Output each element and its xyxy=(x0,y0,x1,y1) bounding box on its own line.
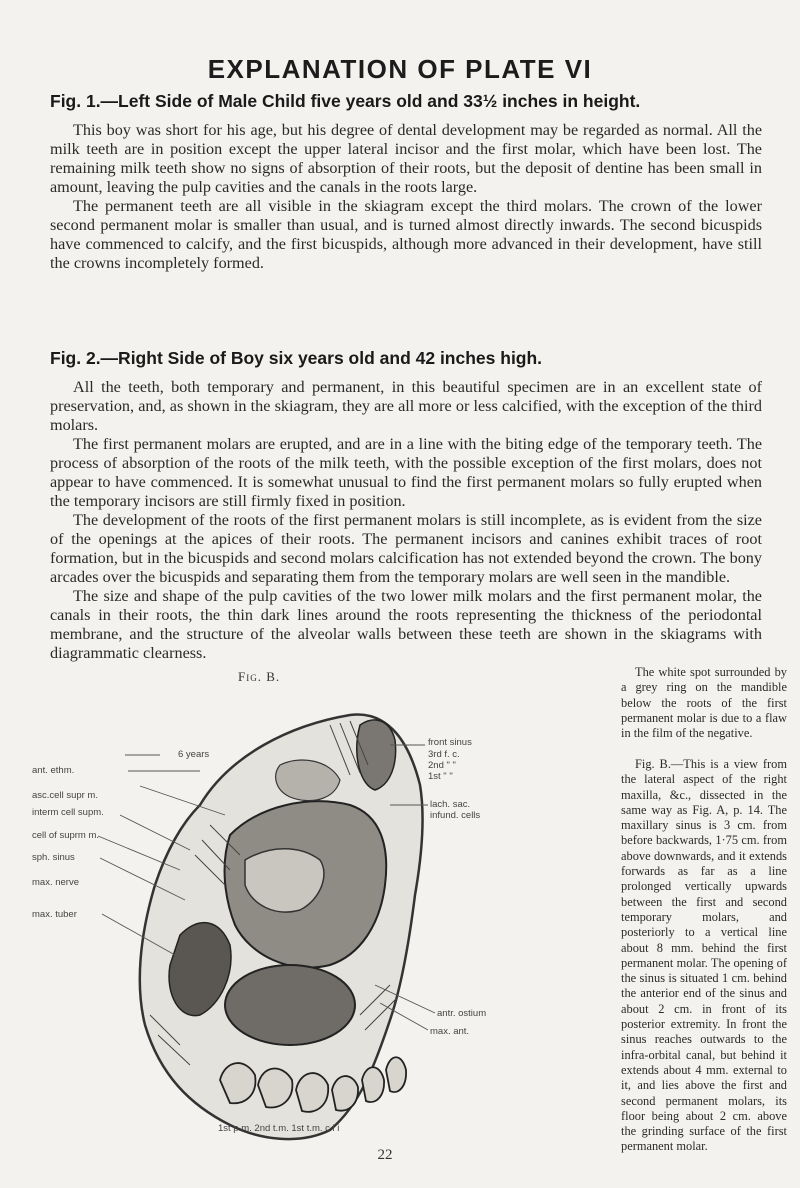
label-interm-cell: interm cell supm. xyxy=(32,807,104,818)
description-paragraph: Fig. B.—This is a view from the lateral aspect of the right maxilla, &c., dissected in the same way as Fig. A, p. 14. The maxillary sinus is 3 cm. from before backwards, 1·75 cm. from above downwards, and it extends forwards as far as a line prolonged vertically upwards between the first and second temporary molars, and posteriorly to a vertical line about 8 mm. behind the first permanent molar. The opening of the sinus is situated 1 cm. behind the anterior end of the sinus and about 2 cm. in front of its posterior extremity. In front the sinus reaches outwards to the infra-orbital canal, but behind it extends about 4 mm. external to it, and lies above the first and second permanent molars, its floor being about 2 cm. above the grinding surface of the first permanent molar. xyxy=(621,757,787,1154)
fig1-paragraph: This boy was short for his age, but his degree of dental development may be regarded as normal. All the milk teeth are in position except the upper lateral incisor and the first molar, which have been lost. The remaining milk teeth show no signs of absorption of their roots, but the deposit of dentine has been small in amount, leaving the pulp cavities and the canals in the roots large. xyxy=(50,121,762,196)
fig2-paragraph: The size and shape of the pulp cavities of the two lower milk molars and the first permanent molar, the canals in their roots, the thin dark lines around the roots representing the thickness of the periodontal membrane, and the structure of the alveolar walls between these teeth are shown in the skiagrams with diagrammatic clearness. xyxy=(50,587,762,662)
label-max-ant: max. ant. xyxy=(430,1026,470,1037)
label-front-sinus: front sinus xyxy=(428,737,472,748)
label-cell-suprm: cell of suprm m. xyxy=(32,830,100,841)
label-teeth-row: 1st p.m. 2nd t.m. 1st t.m. c i i xyxy=(218,1123,340,1134)
fig1-heading: Fig. 1.—Left Side of Male Child five years old and 33½ inches in height. xyxy=(50,91,641,111)
label-asc-cell: asc.cell supr m. xyxy=(32,790,98,801)
fig2-paragraph: All the teeth, both temporary and permanent, in this beautiful specimen are in an excellent state of preservation, and, as shown in the skiagram, they are all more or less calcified, with the exception of the third molars. xyxy=(50,378,762,434)
fig2-text xyxy=(50,378,762,663)
label-sph-sinus: sph. sinus xyxy=(32,852,75,863)
label-fc-1: 1st " " xyxy=(428,771,453,782)
tooth xyxy=(362,1067,384,1102)
label-max-nerve: max. nerve xyxy=(32,877,79,888)
label-antr-ostium: antr. ostium xyxy=(437,1008,487,1019)
label-fc-2: 2nd " " xyxy=(428,760,456,771)
note-paragraph: The white spot surrounded by a grey ring on the mandible below the roots of the first permanent molar is due to a flaw in the film of the negative. xyxy=(621,665,787,741)
fig1-paragraph: The permanent teeth are all visible in the skiagram except the third molars. The crown of the lower second permanent molar is smaller than usual, and is turned almost directly inwards. The second bicuspids have commenced to calcify, and the first bicuspids, although more advanced in their development, have still the crowns incompletely formed. xyxy=(50,197,762,272)
plate-title: EXPLANATION OF PLATE VI xyxy=(207,54,593,84)
page-number: 22 xyxy=(377,1147,393,1163)
label-lach-sac: lach. sac. xyxy=(430,799,471,810)
label-infund-cells: infund. cells xyxy=(430,810,481,821)
label-fc-3: 3rd f. c. xyxy=(428,749,460,760)
label-age: 6 years xyxy=(178,749,210,760)
fig1-text xyxy=(50,121,762,273)
maxilla-dissection-drawing xyxy=(30,685,610,1170)
tooth xyxy=(332,1076,358,1111)
label-ant-ethm: ant. ethm. xyxy=(32,765,75,776)
figure-note xyxy=(621,665,787,741)
tooth xyxy=(386,1057,406,1092)
figure-b-caption: Fig. B. xyxy=(238,669,281,684)
figure-b-description xyxy=(621,757,787,1155)
fig2-paragraph: The first permanent molars are erupted, and are in a line with the biting edge of the temporary teeth. The process of absorption of the roots of the milk teeth, with the possible exception of the first molars, does not appear to have commenced. It is somewhat unusual to find the first permanent molars so fully erupted when the temporary incisors are still firmly fixed in position. xyxy=(50,435,762,510)
label-max-tuber: max. tuber xyxy=(32,909,77,920)
fig2-paragraph: The development of the roots of the first permanent molars is still incomplete, as is evident from the size of the openings at the apices of their roots. The permanent incisors and canines exhibit traces of root formation, but in the bicuspids and second molars calcification has not extended beyond the crown. The bony arcades over the bicuspids and separating them from the temporary molars are well seen in the mandible. xyxy=(50,511,762,586)
fig2-heading: Fig. 2.—Right Side of Boy six years old and 42 inches high. xyxy=(50,348,543,368)
alveolar-region xyxy=(225,965,355,1045)
